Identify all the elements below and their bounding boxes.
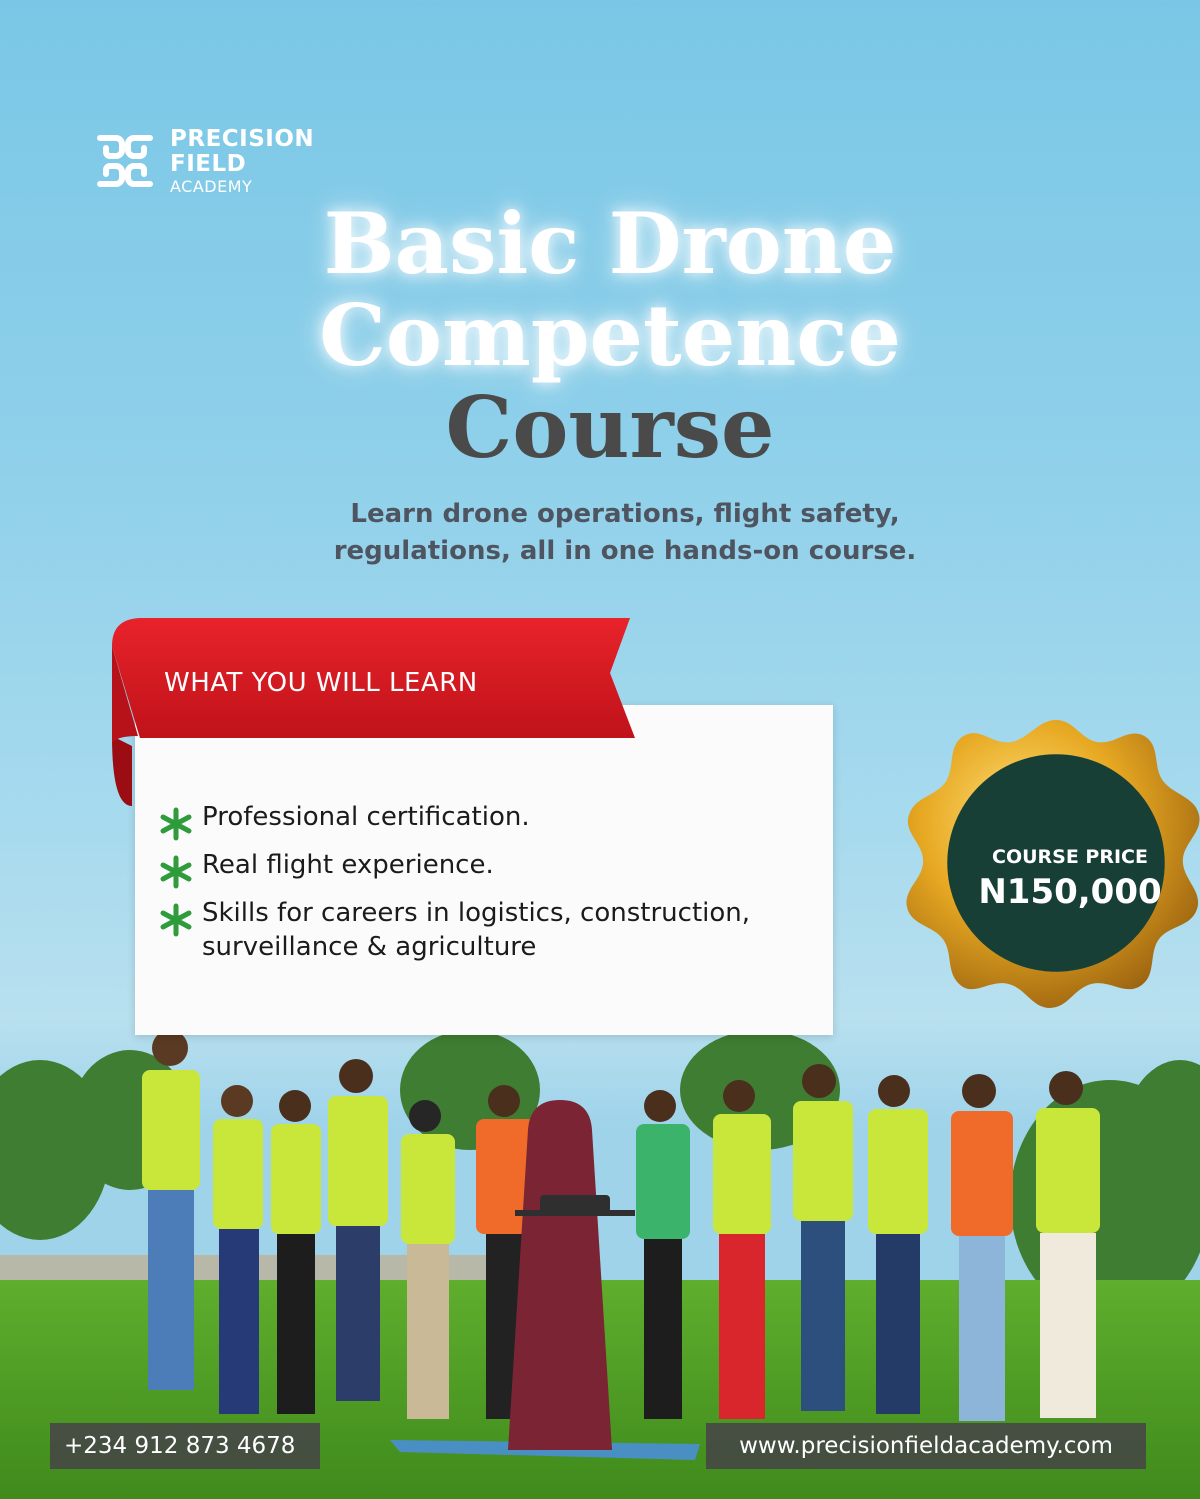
learn-item-text: Real flight experience. <box>202 850 494 880</box>
brand-line-1: PRECISION <box>170 126 315 152</box>
ribbon-banner <box>110 616 635 806</box>
course-subtitle <box>0 496 1200 570</box>
green-asterisk-icon <box>158 902 194 938</box>
person <box>713 1080 771 1419</box>
title-line-1: Basic Drone <box>323 194 897 293</box>
learn-item-text: Professional certification. <box>202 802 530 832</box>
title-line-2: Competence <box>319 286 901 385</box>
person <box>328 1059 388 1401</box>
green-asterisk-icon <box>158 806 194 842</box>
person <box>213 1085 263 1414</box>
subtitle-line-2: regulations, all in one hands-on course. <box>333 536 917 566</box>
green-asterisk-icon <box>158 854 194 890</box>
learn-heading: WHAT YOU WILL LEARN <box>164 668 478 698</box>
person <box>401 1100 455 1419</box>
person <box>1036 1071 1100 1418</box>
person <box>636 1090 690 1419</box>
website-link[interactable]: www.precisionfieldacademy.com <box>706 1423 1146 1469</box>
person <box>142 1030 200 1390</box>
learn-item-text: Skills for careers in logistics, construction, surveillance & agriculture <box>202 898 751 962</box>
price-value: N150,000 <box>978 872 1162 912</box>
title-line-3: Course <box>445 378 775 477</box>
person <box>271 1090 321 1414</box>
learn-item <box>158 848 818 882</box>
brand-name <box>170 128 314 195</box>
person <box>868 1075 928 1414</box>
phone-number[interactable]: +234 912 873 4678 <box>50 1423 320 1469</box>
person <box>951 1074 1013 1421</box>
brand-line-3: ACADEMY <box>170 177 253 196</box>
celtic-knot-icon <box>92 128 158 194</box>
subtitle-line-1: Learn drone operations, flight safety, <box>350 499 900 529</box>
brand-line-2: FIELD <box>170 151 247 177</box>
learn-item <box>158 800 818 834</box>
price-label: COURSE PRICE <box>992 846 1148 868</box>
person <box>793 1064 853 1411</box>
learn-item <box>158 896 818 964</box>
brand-logo <box>92 128 314 195</box>
learn-list <box>158 800 818 978</box>
